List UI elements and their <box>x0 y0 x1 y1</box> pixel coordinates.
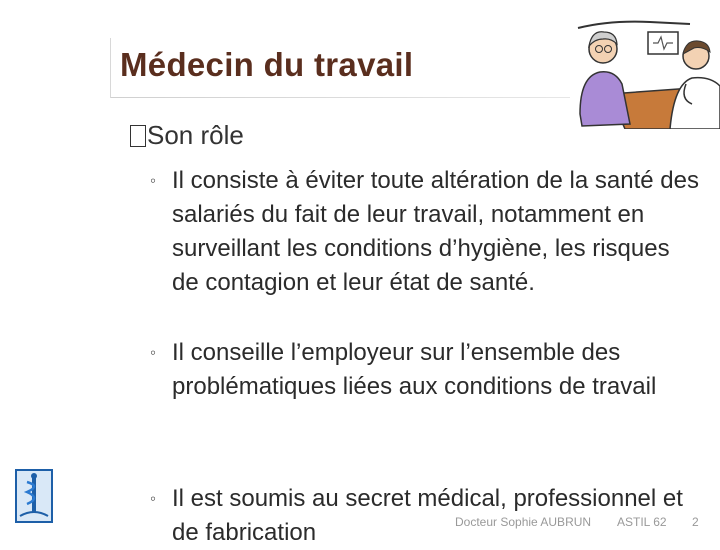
bullet-text: Il conseille l’employeur sur l’ensemble des problématiques liées aux conditions de travail <box>172 339 657 400</box>
footer-author: Docteur Sophie AUBRUN <box>455 515 592 529</box>
doctor-patient-clipart <box>570 14 720 129</box>
list-item <box>150 336 702 404</box>
section-heading-text: Son rôle <box>147 120 244 150</box>
circle-bullet-icon: ◦ <box>150 171 157 190</box>
caduceus-logo <box>14 468 54 524</box>
list-item <box>150 164 702 300</box>
circle-bullet-icon: ◦ <box>150 343 157 362</box>
bullet-text: Il consiste à éviter toute altération de la santé des salariés du fait de leur travail, notamment en surveillant les conditions d’hygiène, les risques de contagion et leur état de santé. <box>172 167 699 296</box>
section-heading <box>130 120 244 151</box>
footer-org: ASTIL 62 <box>617 515 667 529</box>
bullet-text: Il est soumis au secret médical, professionnel et de fabrication <box>172 485 683 546</box>
page-number: 2 <box>692 515 699 529</box>
circle-bullet-icon: ◦ <box>150 489 157 508</box>
square-bullet-icon <box>130 125 146 147</box>
slide-title: Médecin du travail <box>120 46 414 83</box>
